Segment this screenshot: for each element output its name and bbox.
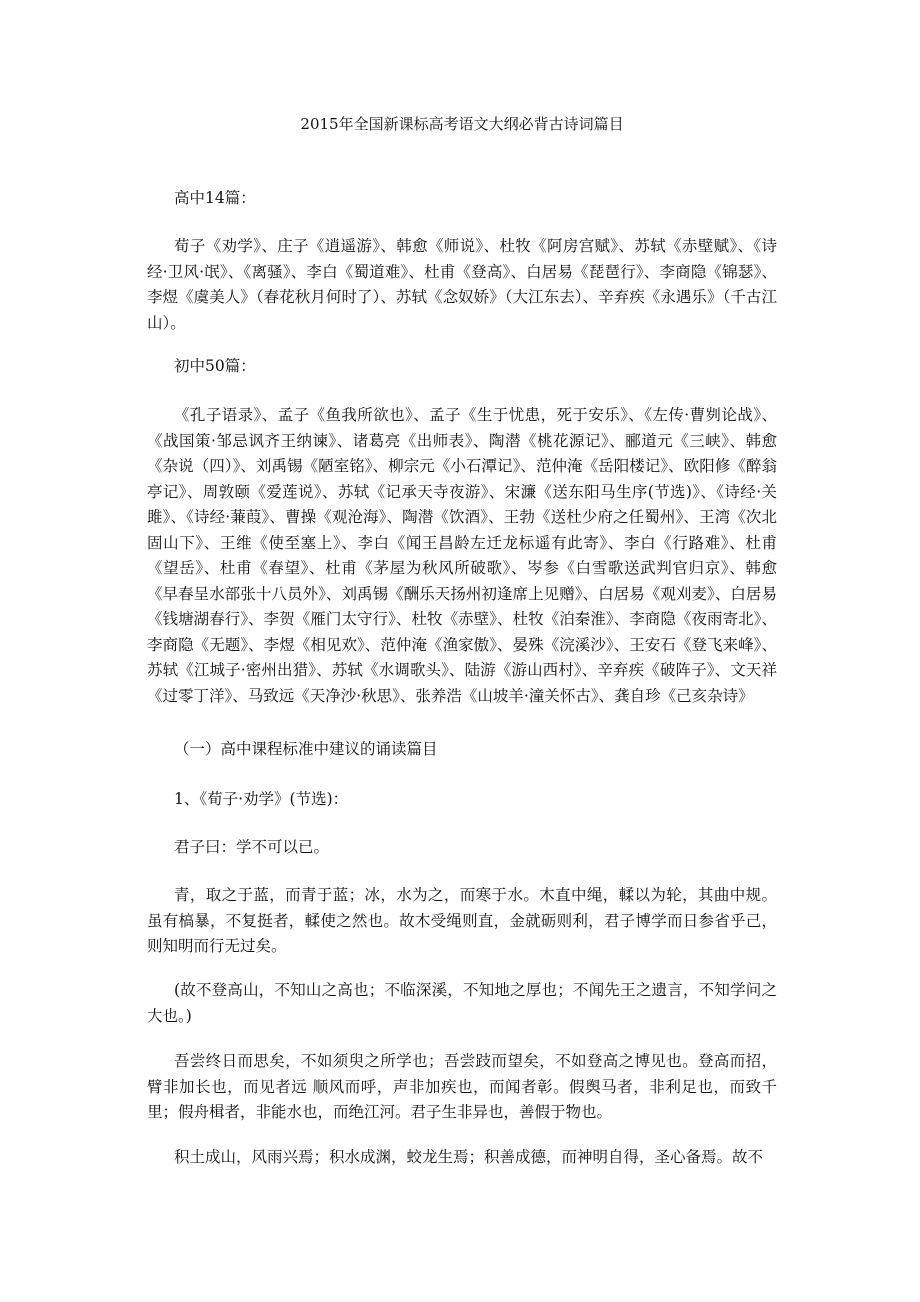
paragraph-2: 青，取之于蓝，而青于蓝；冰，水为之，而寒于水。木直中绳，輮以为轮，其曲中规。虽有槁暴，不复挺者，輮使之然也。故木受绳则直，金就砺则利，君子博学而日参省乎己，则知明而行无过矣。 xyxy=(147,886,777,955)
senior-header: 高中14篇： xyxy=(174,189,256,207)
paragraph-5: 积土成山，风雨兴焉；积水成渊，蛟龙生焉；积善成德，而神明自得，圣心备焉。故不 xyxy=(174,1148,764,1166)
document-title: 2015年全国新课标高考语文大纲必背古诗词篇目 xyxy=(300,115,624,133)
junior-list: 《孔子语录》、孟子《鱼我所欲也》、孟子《生于忧患，死于安乐》、《左传·曹刿论战》、《战国策·邹忌讽齐王纳谏》、诸葛亮《出师表》、陶潜《桃花源记》、郦道元《三峡》、韩愈《杂说（四）》、刘禹锡《陋室铭》、柳宗元《小石潭记》、范仲淹《岳阳楼记》、欧阳修《醉翁亭记》、周敦颐《爱莲说》、苏轼《记承天寺夜游》、宋濂《送东阳马生序(节选)》、《诗经·关雎》、《诗经·蒹葭》、曹操《观沧海》、陶潜《饮酒》、王勃《送杜少府之任蜀州》、王湾《次北固山下》、王维《使至塞上》、李白《闻王昌龄左迁龙标遥有此寄》、李白《行路难》、杜甫《望岳》、杜甫《春望》、杜甫《茅屋为秋风所破歌》、岑参《白雪歌送武判官归京》、韩愈《早春呈水部张十八员外》、刘禹锡《酬乐天扬州初逢席上见赠》、白居易《观刈麦》、白居易《钱塘湖春行》、李贺《雁门太守行》、杜牧《赤壁》、杜牧《泊秦淮》、李商隐《夜雨寄北》、李商隐《无题》、李煜《相见欢》、范仲淹《渔家傲》、晏殊《浣溪沙》、王安石《登飞来峰》、苏轼《江城子·密州出猎》、苏轼《水调歌头》、陆游《游山西村》、辛弃疾《破阵子》、文天祥《过零丁洋》、马致远《天净沙·秋思》、张养浩《山坡羊·潼关怀古》、龚自珍《己亥杂诗》 xyxy=(147,406,777,705)
section-heading: （一）高中课程标准中建议的诵读篇目 xyxy=(174,740,438,758)
item-heading: 1、《荀子·劝学》(节选)： xyxy=(174,790,349,808)
paragraph-4: 吾尝终日而思矣，不如须臾之所学也；吾尝跂而望矣，不如登高之博见也。登高而招，臂非加长也，而见者远 顺风而呼，声非加疾也，而闻者彰。假舆马者，非利足也，而致千里；假舟楫者，非能水也，而绝江河。君子生非异也，善假于物也。 xyxy=(147,1052,777,1121)
paragraph-1: 君子曰：学不可以已。 xyxy=(174,838,330,856)
junior-header: 初中50篇： xyxy=(174,357,256,375)
paragraph-3: (故不登高山，不知山之高也；不临深溪，不知地之厚也；不闻先王之遗言，不知学问之大也。) xyxy=(147,981,777,1025)
senior-list: 荀子《劝学》、庄子《逍遥游》、韩愈《师说》、杜牧《阿房宫赋》、苏轼《赤壁赋》、《诗经·卫风·氓》、《离骚》、李白《蜀道难》、杜甫《登高》、白居易《琵琶行》、李商隐《锦瑟》、李煜《虞美人》（春花秋月何时了）、苏轼《念奴娇》（大江东去）、辛弃疾《永遇乐》（千古江山）。 xyxy=(147,237,777,332)
